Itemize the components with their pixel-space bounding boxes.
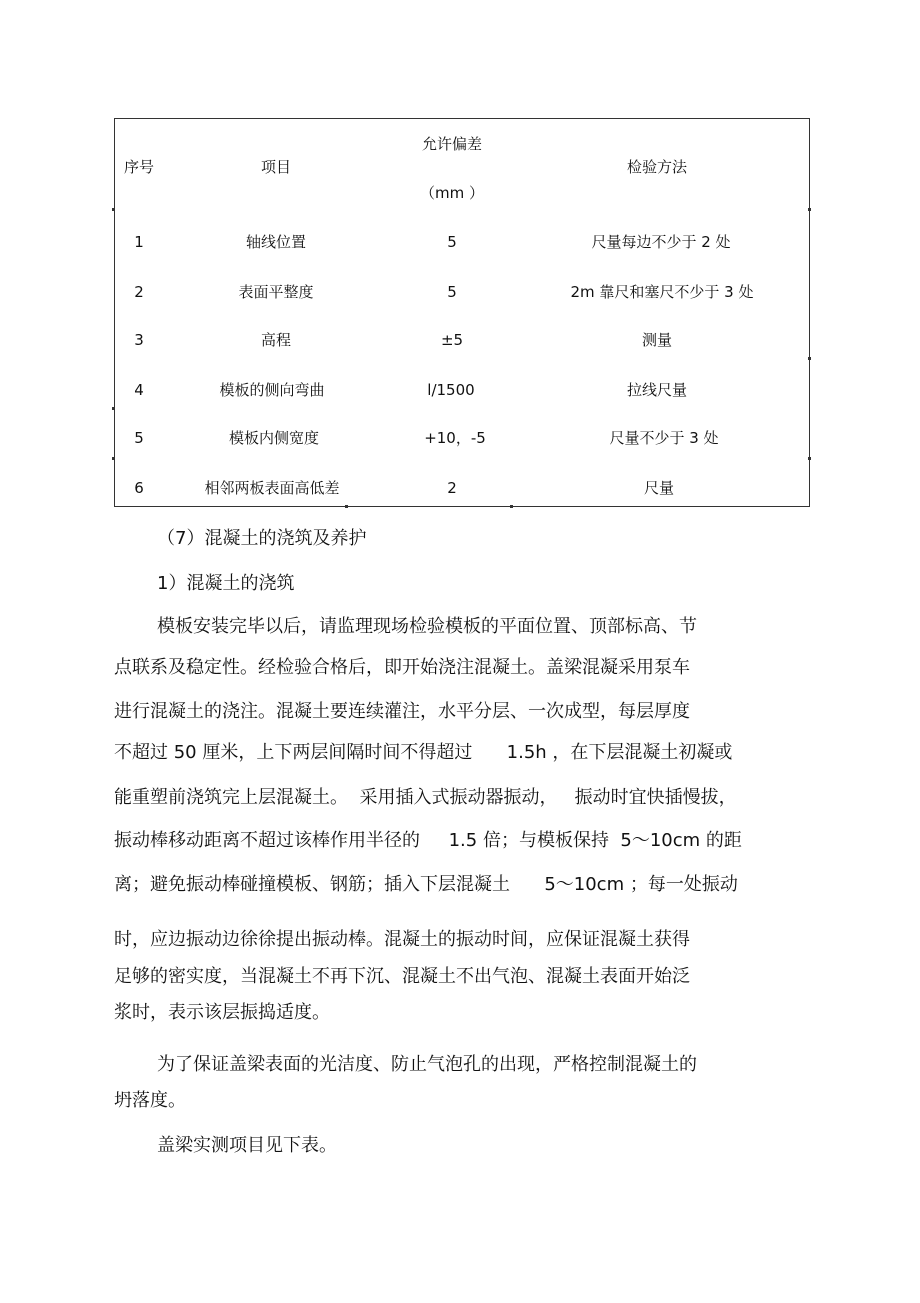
table-tick bbox=[112, 407, 115, 410]
sub-heading: 1）混凝土的浇筑 bbox=[157, 573, 295, 594]
paragraph-line: 模板安装完毕以后，请监理现场检验模板的平面位置、顶部标高、节 bbox=[157, 616, 697, 637]
row-4-tolerance: l/1500 bbox=[427, 381, 475, 399]
header-method: 检验方法 bbox=[626, 158, 688, 176]
row-6-tolerance: 2 bbox=[447, 479, 457, 497]
row-2-tolerance: 5 bbox=[447, 283, 457, 301]
paragraph-line: 振动棒移动距离不超过该棒作用半径的 1.5 倍；与模板保持 5～10cm 的距 bbox=[114, 830, 742, 851]
row-2-method: 2m 靠尺和塞尺不少于 3 处 bbox=[570, 283, 754, 301]
row-1-item: 轴线位置 bbox=[245, 233, 307, 251]
table-tick bbox=[112, 457, 115, 460]
header-item: 项目 bbox=[260, 158, 292, 176]
row-4-no: 4 bbox=[134, 381, 144, 399]
table-tick bbox=[808, 457, 811, 460]
row-1-tolerance: 5 bbox=[447, 233, 457, 251]
tolerance-table bbox=[114, 118, 810, 507]
row-5-item: 模板内侧宽度 bbox=[228, 429, 320, 447]
row-1-no: 1 bbox=[134, 233, 144, 251]
row-3-method: 测量 bbox=[641, 331, 673, 349]
row-4-method: 拉线尺量 bbox=[626, 381, 688, 399]
paragraph-line: 点联系及稳定性。经检验合格后，即开始浇注混凝土。盖梁混凝采用泵车 bbox=[114, 657, 690, 678]
paragraph-line: 不超过 50 厘米，上下两层间隔时间不得超过 1.5h ，在下层混凝土初凝或 bbox=[114, 742, 733, 763]
paragraph-line: 能重塑前浇筑完上层混凝土。 采用插入式振动器振动， 振动时宜快插慢拔， bbox=[114, 787, 737, 808]
table-tick bbox=[808, 357, 811, 360]
row-6-method: 尺量 bbox=[643, 479, 675, 497]
table-tick bbox=[510, 505, 513, 508]
row-4-item: 模板的侧向弯曲 bbox=[219, 381, 325, 399]
row-3-no: 3 bbox=[134, 331, 144, 349]
row-6-no: 6 bbox=[134, 479, 144, 497]
row-2-no: 2 bbox=[134, 283, 144, 301]
row-6-item: 相邻两板表面高低差 bbox=[204, 479, 340, 497]
paragraph-line: 足够的密实度，当混凝土不再下沉、混凝土不出气泡、混凝土表面开始泛 bbox=[114, 966, 690, 987]
table-tick bbox=[808, 208, 811, 211]
row-3-item: 高程 bbox=[260, 331, 292, 349]
paragraph-line: 进行混凝土的浇注。混凝土要连续灌注，水平分层、一次成型，每层厚度 bbox=[114, 701, 690, 722]
header-tolerance-unit: （mm ） bbox=[420, 184, 484, 202]
paragraph-line: 为了保证盖梁表面的光洁度、防止气泡孔的出现，严格控制混凝土的 bbox=[157, 1054, 697, 1075]
table-tick bbox=[345, 505, 348, 508]
header-tolerance: 允许偏差 bbox=[421, 135, 483, 153]
row-5-no: 5 bbox=[134, 429, 144, 447]
row-3-tolerance: ±5 bbox=[440, 331, 464, 349]
row-2-item: 表面平整度 bbox=[238, 283, 314, 301]
row-5-method: 尺量不少于 3 处 bbox=[609, 429, 719, 447]
row-1-method: 尺量每边不少于 2 处 bbox=[591, 233, 731, 251]
header-no: 序号 bbox=[123, 158, 155, 176]
row-5-tolerance: +10，-5 bbox=[424, 429, 486, 447]
paragraph-line: 坍落度。 bbox=[114, 1090, 186, 1111]
section-heading: （7）混凝土的浇筑及养护 bbox=[157, 528, 367, 549]
paragraph-line: 离；避免振动棒碰撞模板、钢筋；插入下层混凝土 5～10cm ；每一处振动 bbox=[114, 874, 738, 895]
table-tick bbox=[112, 208, 115, 211]
paragraph-line: 浆时，表示该层振捣适度。 bbox=[114, 1002, 330, 1023]
paragraph-line: 时，应边振动边徐徐提出振动棒。混凝土的振动时间，应保证混凝土获得 bbox=[114, 929, 690, 950]
paragraph-line: 盖梁实测项目见下表。 bbox=[157, 1135, 337, 1156]
